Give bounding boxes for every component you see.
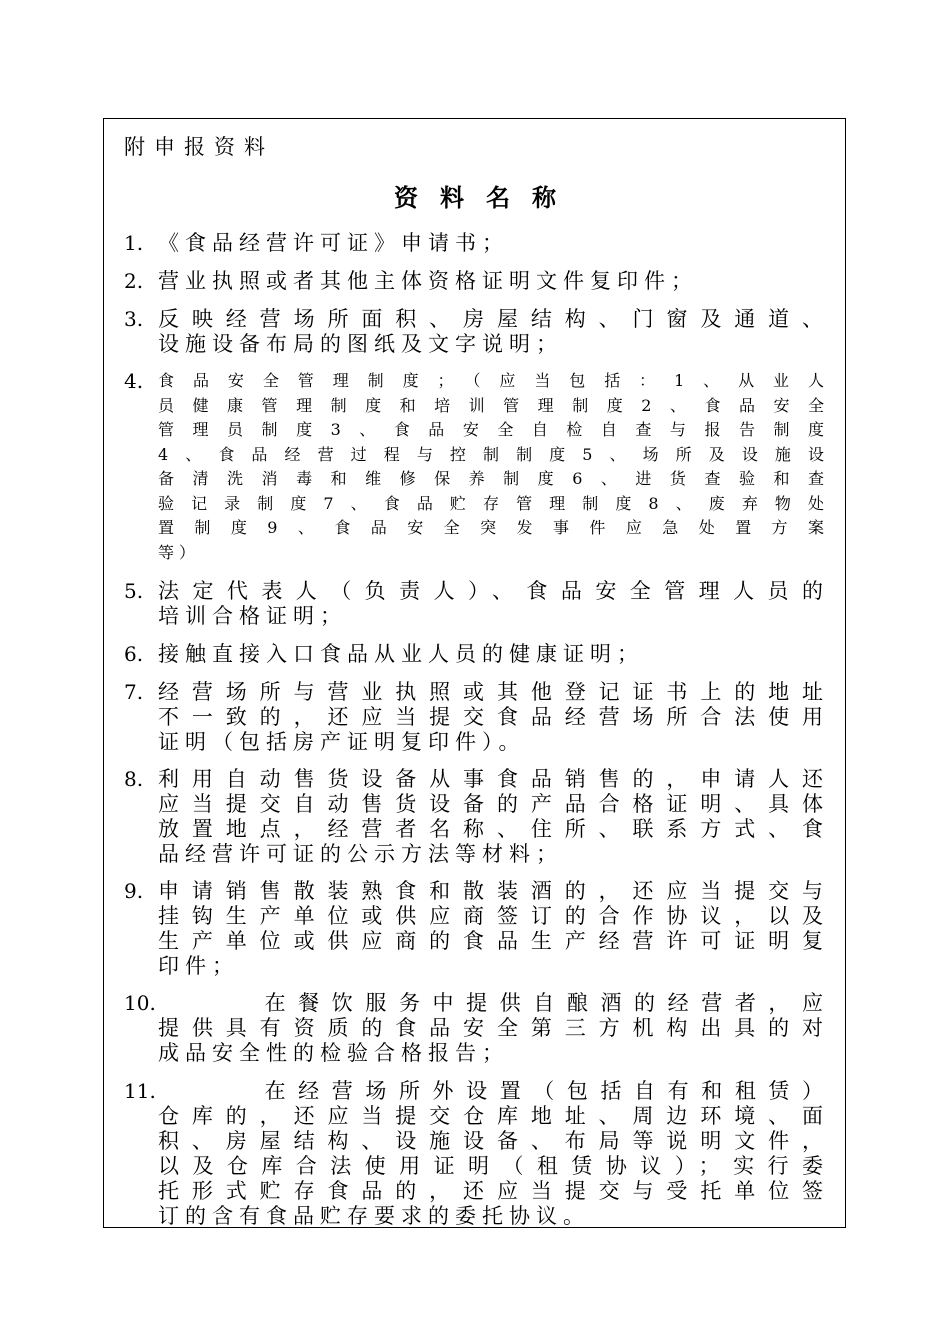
item-line: 订的含有食品贮存要求的委托协议。 xyxy=(158,1204,590,1228)
item-line: 生产单位或供应商的食品生产经营许可证明复 xyxy=(158,929,829,953)
item-line: 挂钩生产单位或供应商签订的合作协议，以及 xyxy=(158,904,829,928)
list-item xyxy=(124,307,829,357)
item-number: 7. xyxy=(124,680,144,704)
item-number: 3. xyxy=(124,307,144,331)
list-item xyxy=(124,879,829,979)
item-text xyxy=(158,269,829,294)
item-line: 以及仓库合法使用证明（租赁协议）；实行委 xyxy=(158,1154,829,1178)
item-line: 放置地点，经营者名称、住所、联系方式、食 xyxy=(158,817,829,841)
item-line: 应当提交自动售货设备的产品合格证明、具体 xyxy=(158,792,829,816)
item-line: 反映经营场所面积、房屋结构、门窗及通道、 xyxy=(158,307,829,331)
item-line: 设施设备布局的图纸及文字说明； xyxy=(158,332,563,356)
item-line: 品经营许可证的公示方法等材料； xyxy=(158,842,563,866)
item-line: 经营场所与营业执照或其他登记证书上的地址 xyxy=(158,680,829,704)
list-item xyxy=(124,642,829,667)
item-number: 1. xyxy=(124,231,144,255)
item-line: 在经营场所外设置（包括自有和租赁） xyxy=(258,1079,829,1103)
item-text xyxy=(158,579,829,629)
item-line: 接触直接入口食品从业人员的健康证明； xyxy=(158,642,644,666)
list-item xyxy=(124,991,829,1066)
item-line: 《食品经营许可证》申请书； xyxy=(158,231,509,255)
item-line: 仓库的，还应当提交仓库地址、周边环境、面 xyxy=(158,1104,829,1128)
item-number: 5. xyxy=(124,579,144,603)
item-line: 置制度9、食品安全突发事件应急处置方案 xyxy=(158,518,829,537)
list-item xyxy=(124,231,829,256)
item-number: 9. xyxy=(124,879,144,903)
item-line: 员健康管理制度和培训管理制度2、食品安全 xyxy=(158,395,829,415)
item-text xyxy=(158,767,829,867)
item-line: 验记录制度7、食品贮存管理制度8、废弃物处 xyxy=(158,493,829,513)
list-item xyxy=(124,579,829,629)
item-text xyxy=(158,307,829,357)
list-item xyxy=(124,1079,829,1229)
list-item xyxy=(124,680,829,755)
item-line: 利用自动售货设备从事食品销售的，申请人还 xyxy=(158,767,829,791)
item-line: 成品安全性的检验合格报告； xyxy=(158,1041,509,1065)
list-item xyxy=(124,269,829,294)
item-line: 托形式贮存食品的，还应当提交与受托单位签 xyxy=(158,1179,829,1203)
item-line: 提供具有资质的食品安全第三方机构出具的对 xyxy=(158,1016,829,1040)
item-line: 备清洗消毒和维修保养制度6、进货查验和查 xyxy=(158,469,829,488)
item-line: 营业执照或者其他主体资格证明文件复印件； xyxy=(158,269,698,293)
item-line: 法定代表人（负责人）、食品安全管理人员的 xyxy=(158,579,829,603)
item-text xyxy=(158,680,829,755)
item-text xyxy=(158,642,829,667)
item-text xyxy=(158,991,829,1066)
item-number: 4. xyxy=(124,369,144,393)
item-text xyxy=(158,879,829,979)
item-line: 食品安全管理制度；（应当包括：1、从业人 xyxy=(158,371,829,390)
page-title: 资料名称 xyxy=(394,183,578,212)
item-text xyxy=(158,231,829,256)
item-number: 11. xyxy=(124,1079,156,1103)
item-line: 管理员制度3、食品安全自检自查与报告制度 xyxy=(158,420,829,439)
item-number: 10. xyxy=(124,991,156,1015)
item-line: 证明（包括房产证明复印件）。 xyxy=(158,730,526,754)
item-line: 培训合格证明； xyxy=(158,604,347,628)
item-line: 积、房屋结构、设施设备、布局等说明文件， xyxy=(158,1129,829,1153)
item-line: 在餐饮服务中提供自酿酒的经营者，应 xyxy=(258,991,829,1015)
item-number: 8. xyxy=(124,767,144,791)
section-header: 附申报资料 xyxy=(124,135,274,159)
item-line: 印件； xyxy=(158,954,239,978)
list-item xyxy=(124,767,829,867)
item-text xyxy=(158,1079,829,1229)
item-line: 4、食品经营过程与控制制度5、场所及设施设 xyxy=(158,444,829,464)
item-number: 2. xyxy=(124,269,144,293)
item-text xyxy=(158,369,829,565)
item-line: 等） xyxy=(158,542,201,562)
item-number: 6. xyxy=(124,642,144,666)
item-line: 不一致的，还应当提交食品经营场所合法使用 xyxy=(158,705,829,729)
list-item xyxy=(124,369,829,565)
item-line: 申请销售散装熟食和散装酒的，还应当提交与 xyxy=(158,879,829,903)
